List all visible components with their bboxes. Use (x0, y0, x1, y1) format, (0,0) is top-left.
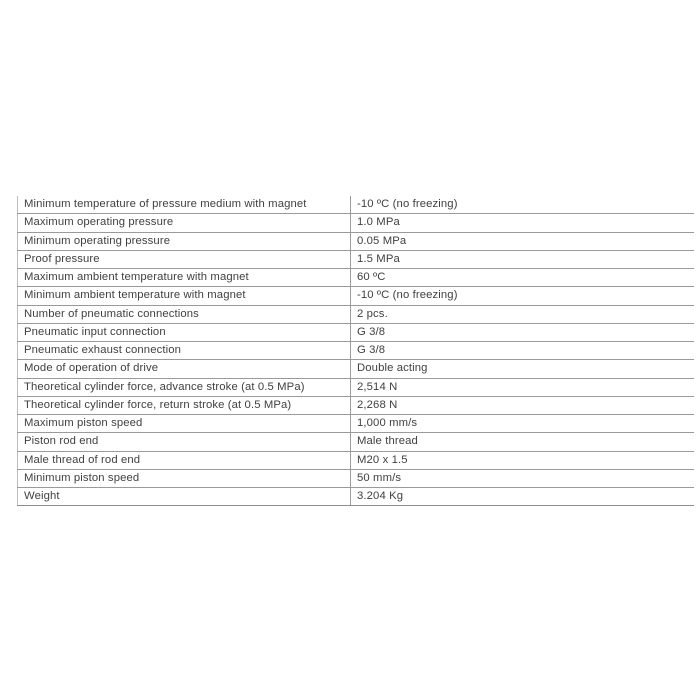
value-cell: 3.204 Kg (351, 488, 695, 506)
parameter-cell: Minimum operating pressure (18, 232, 351, 250)
parameter-cell: Minimum ambient temperature with magnet (18, 287, 351, 305)
table-row (18, 287, 695, 305)
parameter-cell: Maximum piston speed (18, 415, 351, 433)
value-cell: -10 ºC (no freezing) (351, 196, 695, 214)
table-row (18, 396, 695, 414)
table-row (18, 269, 695, 287)
value-cell: Double acting (351, 360, 695, 378)
specification-table-container (17, 196, 680, 506)
table-row (18, 469, 695, 487)
table-row (18, 378, 695, 396)
parameter-cell: Proof pressure (18, 250, 351, 268)
value-cell: 2,268 N (351, 396, 695, 414)
parameter-cell: Maximum operating pressure (18, 214, 351, 232)
value-cell: 1.0 MPa (351, 214, 695, 232)
specification-table-body (18, 196, 695, 506)
parameter-cell: Maximum ambient temperature with magnet (18, 269, 351, 287)
parameter-cell: Pneumatic input connection (18, 323, 351, 341)
table-row (18, 250, 695, 268)
value-cell: Male thread (351, 433, 695, 451)
table-row (18, 415, 695, 433)
value-cell: G 3/8 (351, 323, 695, 341)
parameter-cell: Theoretical cylinder force, advance stroke (at 0.5 MPa) (18, 378, 351, 396)
value-cell: -10 ºC (no freezing) (351, 287, 695, 305)
parameter-cell: Male thread of rod end (18, 451, 351, 469)
value-cell: 1.5 MPa (351, 250, 695, 268)
parameter-cell: Weight (18, 488, 351, 506)
value-cell: 60 ºC (351, 269, 695, 287)
table-row (18, 232, 695, 250)
table-row (18, 323, 695, 341)
parameter-cell: Theoretical cylinder force, return stroke (at 0.5 MPa) (18, 396, 351, 414)
table-row (18, 214, 695, 232)
value-cell: 50 mm/s (351, 469, 695, 487)
table-row (18, 488, 695, 506)
parameter-cell: Number of pneumatic connections (18, 305, 351, 323)
value-cell: G 3/8 (351, 342, 695, 360)
table-row (18, 305, 695, 323)
value-cell: 1,000 mm/s (351, 415, 695, 433)
table-row (18, 433, 695, 451)
value-cell: 0.05 MPa (351, 232, 695, 250)
value-cell: 2,514 N (351, 378, 695, 396)
parameter-cell: Piston rod end (18, 433, 351, 451)
parameter-cell: Mode of operation of drive (18, 360, 351, 378)
parameter-cell: Minimum temperature of pressure medium with magnet (18, 196, 351, 214)
table-row (18, 196, 695, 214)
parameter-cell: Pneumatic exhaust connection (18, 342, 351, 360)
value-cell: 2 pcs. (351, 305, 695, 323)
table-row (18, 360, 695, 378)
parameter-cell: Minimum piston speed (18, 469, 351, 487)
table-row (18, 451, 695, 469)
table-row (18, 342, 695, 360)
value-cell: M20 x 1.5 (351, 451, 695, 469)
specification-table (17, 196, 694, 506)
